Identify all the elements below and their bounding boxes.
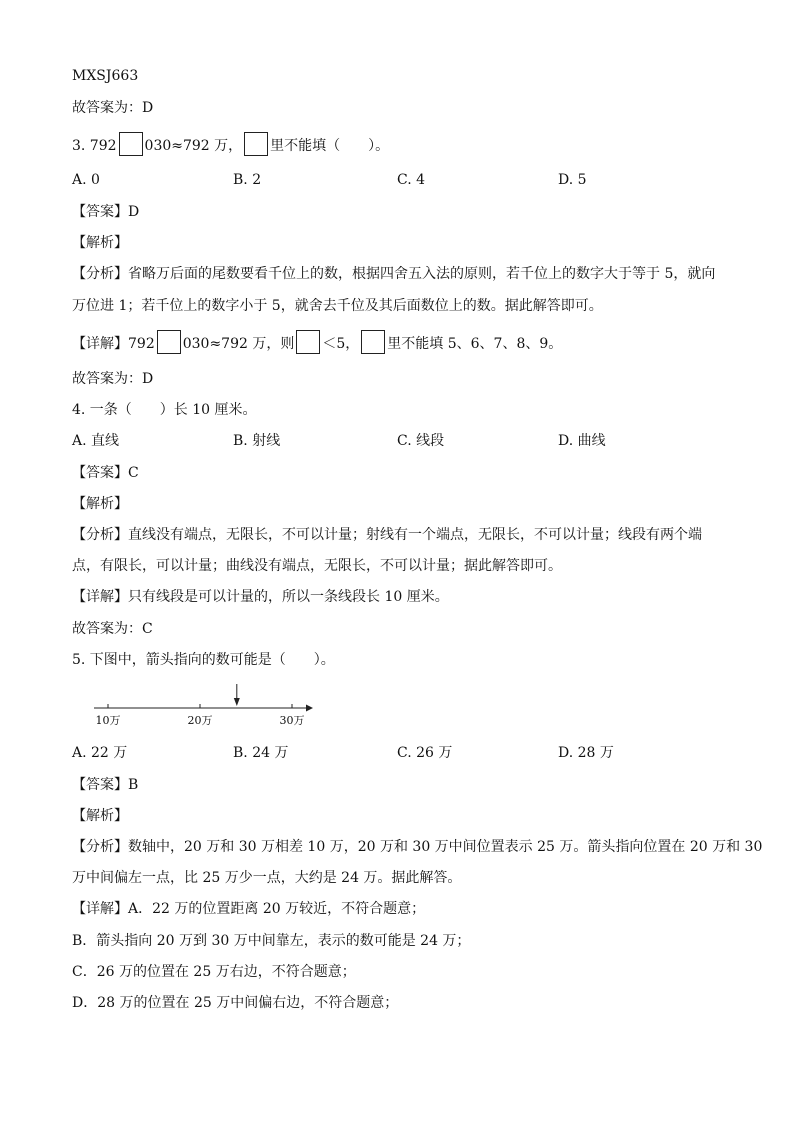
q3-analysis-line1: 【分析】省略万后面的尾数要看千位上的数，根据四舍五入法的原则，若千位上的数字大于等于 5，就向 <box>72 266 716 282</box>
q5-analysis-line1: 【分析】数轴中，20 万和 30 万相差 10 万，20 万和 30 万中间位置表示 25 万。箭头指向位置在 20 万和 30 <box>72 839 763 855</box>
q3-analysis-line2: 万位进 1；若千位上的数字小于 5，就舍去千位及其后面数位上的数。据此解答即可。 <box>72 298 603 314</box>
q3-detail-part-d: 里不能填 5、6、7、8、9。 <box>387 336 563 352</box>
q4-analysis-line2: 点，有限长，可以计量；曲线没有端点，无限长，不可以计量；据此解答即可。 <box>72 558 562 574</box>
number-line-tick-label: 10万 <box>95 714 121 727</box>
q3-detail-blank-box-2 <box>296 330 320 354</box>
q3-detail-blank-box <box>157 330 181 354</box>
q5-detail-line3: C．26 万的位置在 25 万右边，不符合题意； <box>72 964 356 980</box>
q5-detail-line1: 【详解】A．22 万的位置距离 20 万较近，不符合题意； <box>72 901 426 917</box>
q5-option-c: C. 26 万 <box>397 745 453 761</box>
q5-option-a: A. 22 万 <box>72 745 128 761</box>
q3-option-a: A. 0 <box>72 172 100 188</box>
q4-answer: 【答案】C <box>72 465 139 481</box>
q3-option-d: D. 5 <box>558 172 587 188</box>
q3-detail-part-b: 030≈792 万，则 <box>182 336 295 352</box>
q3-conclusion: 故答案为：D <box>72 371 154 387</box>
q4-option-c: C. 线段 <box>397 433 445 449</box>
number-line-figure <box>86 682 326 730</box>
q4-analysis-line1: 【分析】直线没有端点，无限长，不可以计量；射线有一个端点，无限长，不可以计量；线段有两个端 <box>72 527 702 543</box>
q5-stem: 5. 下图中，箭头指向的数可能是（ ）。 <box>72 652 335 668</box>
q3-stem-part-a: 3. 792 <box>72 138 117 154</box>
q3-answer: 【答案】D <box>72 204 140 220</box>
q5-answer: 【答案】B <box>72 777 139 793</box>
q3-blank-box <box>119 132 143 156</box>
q3-jiexi: 【解析】 <box>72 235 128 251</box>
q4-jiexi: 【解析】 <box>72 496 128 512</box>
q2-conclusion: 故答案为：D <box>72 100 154 116</box>
q4-stem: 4. 一条（ ）长 10 厘米。 <box>72 402 257 418</box>
q4-detail: 【详解】只有线段是可以计量的，所以一条线段长 10 厘米。 <box>72 589 449 605</box>
q5-option-b: B. 24 万 <box>233 745 289 761</box>
number-line-tick-label: 20万 <box>187 714 213 727</box>
q3-detail-blank-box-3 <box>361 330 385 354</box>
document-code: MXSJ663 <box>72 68 139 84</box>
q5-detail-line2: B．箭头指向 20 万到 30 万中间靠左，表示的数可能是 24 万； <box>72 933 471 949</box>
q4-option-b: B. 射线 <box>233 433 281 449</box>
number-line-tick-label: 30万 <box>279 714 305 727</box>
q3-stem-part-b: 030≈792 万， <box>144 138 243 154</box>
q3-option-b: B. 2 <box>233 172 262 188</box>
q5-detail-line4: D．28 万的位置在 25 万中间偏右边，不符合题意； <box>72 995 399 1011</box>
q5-analysis-line2: 万中间偏左一点，比 25 万少一点，大约是 24 万。据此解答。 <box>72 870 462 886</box>
q5-option-d: D. 28 万 <box>558 745 614 761</box>
q3-detail-part-a: 【详解】792 <box>72 336 155 352</box>
q4-conclusion: 故答案为：C <box>72 621 153 637</box>
number-line-arrowhead-icon <box>306 705 313 712</box>
q3-option-c: C. 4 <box>397 172 426 188</box>
pointer-arrow-down-icon <box>234 698 240 706</box>
q3-blank-box-2 <box>244 132 268 156</box>
q4-option-a: A. 直线 <box>72 433 120 449</box>
q5-jiexi: 【解析】 <box>72 808 128 824</box>
q3-stem-part-c: 里不能填（ ）。 <box>270 138 390 154</box>
q4-option-d: D. 曲线 <box>558 433 606 449</box>
q3-detail <box>72 332 562 356</box>
q3-detail-part-c: ＜5， <box>322 336 360 352</box>
q3-stem <box>72 134 389 158</box>
